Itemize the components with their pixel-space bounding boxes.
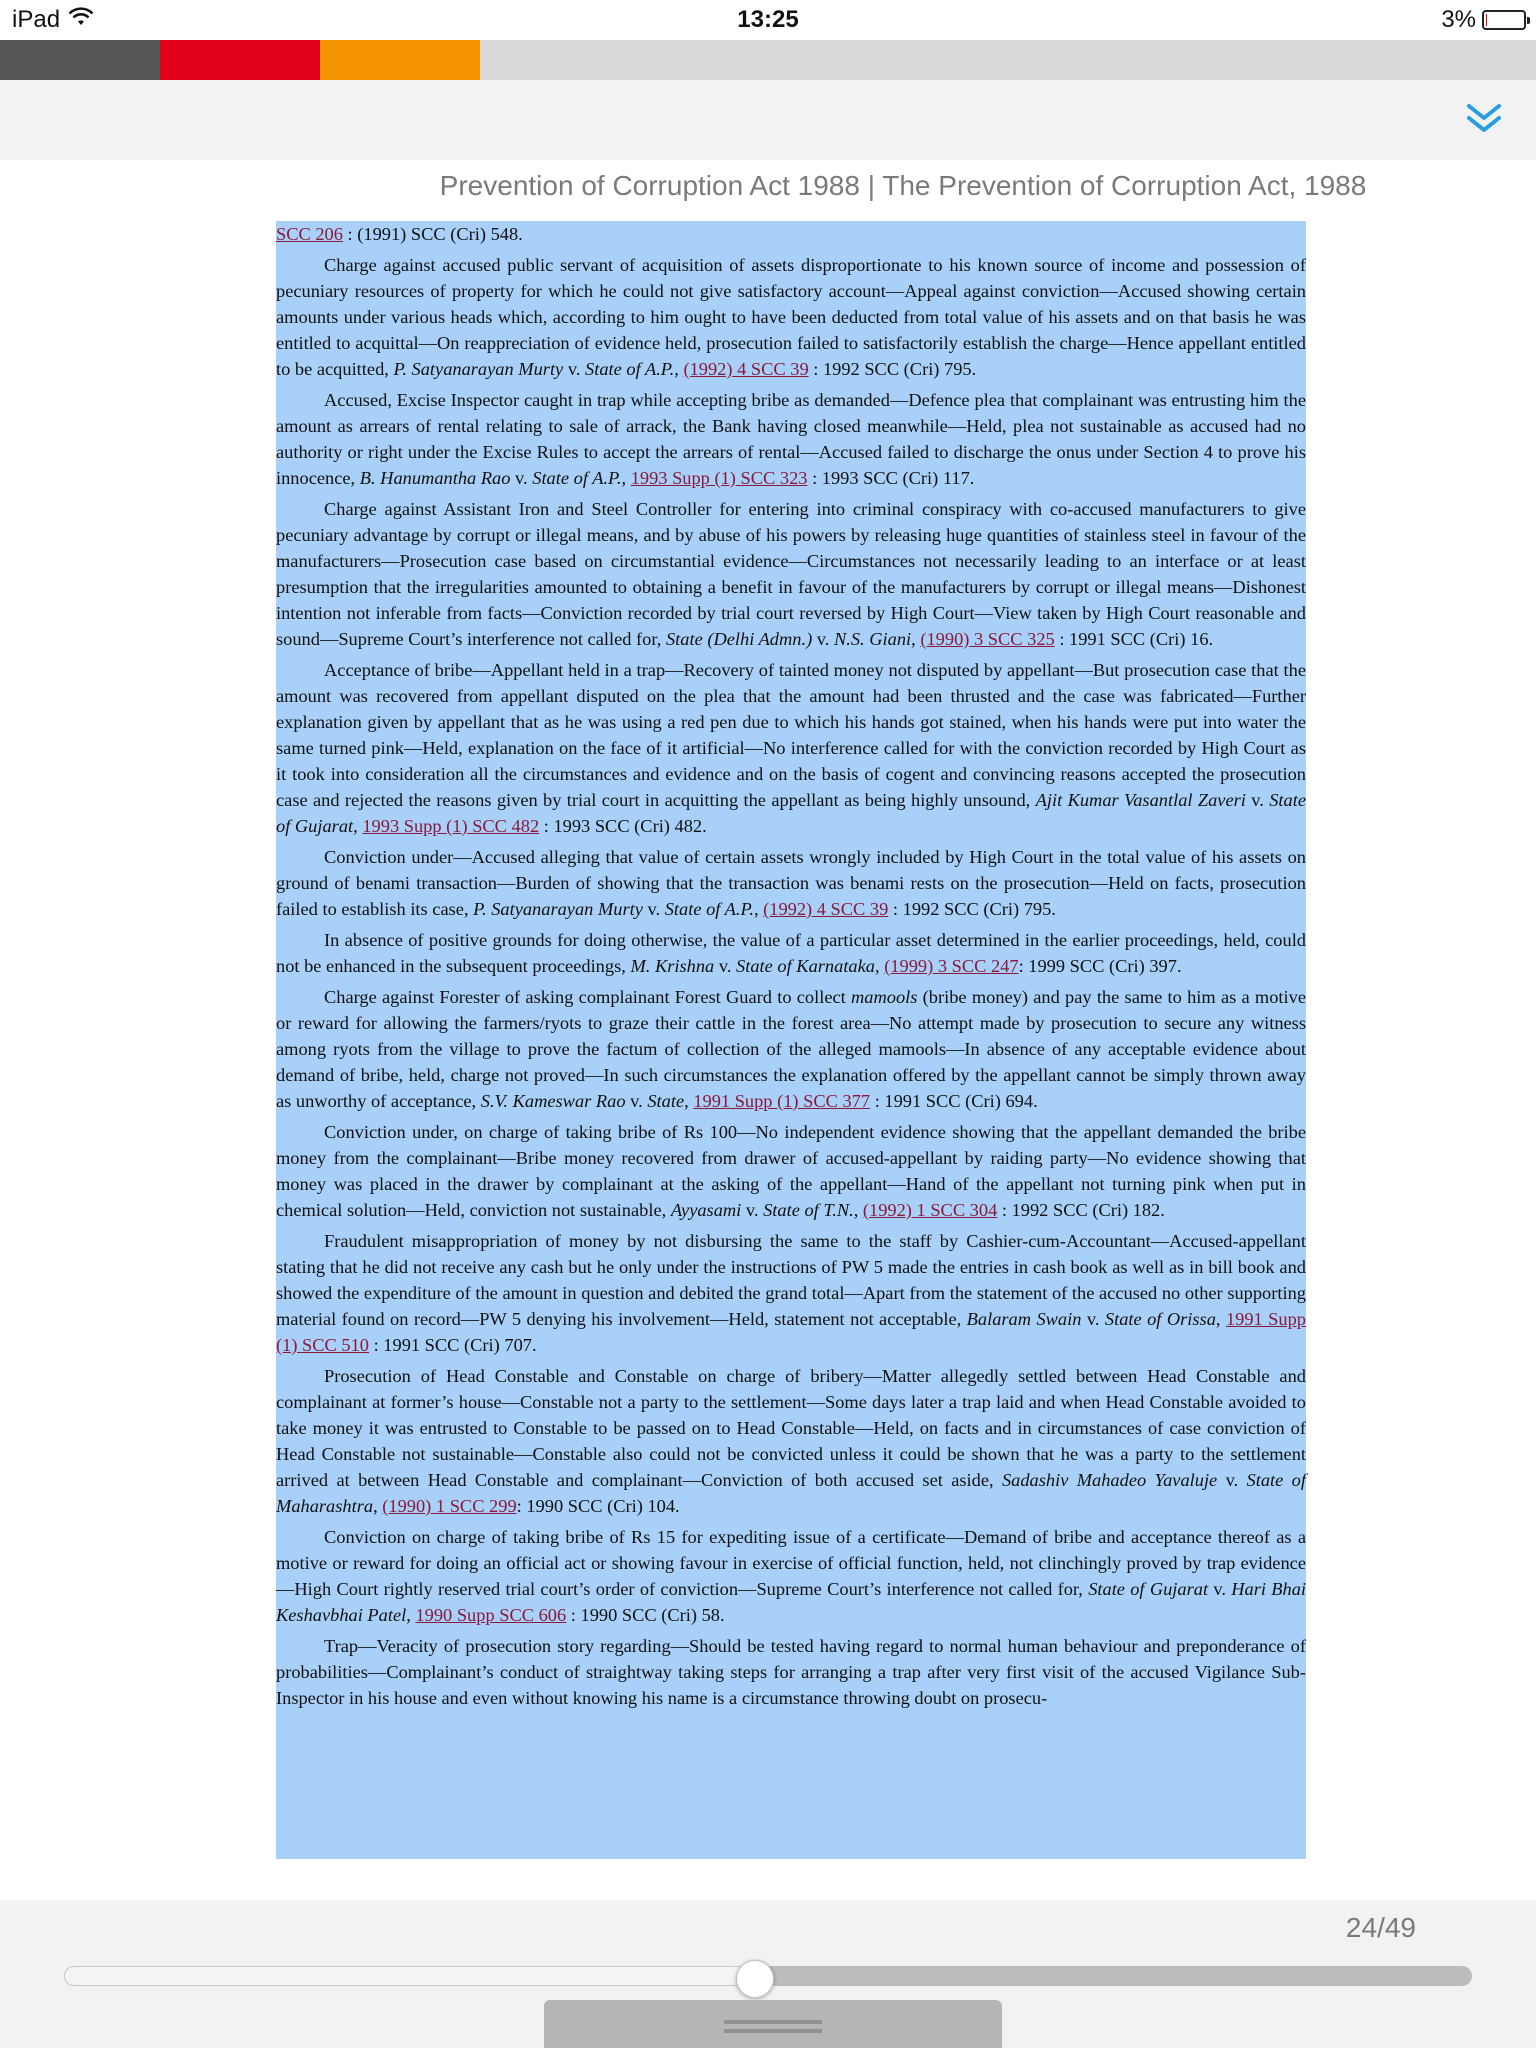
paragraph-text: Conviction on charge of taking bribe of Rs 15 for expediting issue of a certificate—Demand of bribe and acceptance thereof as a motive or reward for doing an official act or showing favour in exercise of official function, held, not clinchingly proved by trap evidence—High Court rightly reserved trial court’s order of conviction—Supreme Court’s interference not called for, <box>276 1527 1306 1599</box>
color-tab-red[interactable] <box>160 40 320 80</box>
paragraph-text: : 1990 SCC (Cri) 104. <box>516 1496 680 1516</box>
paragraph-text: v. <box>642 899 665 919</box>
paragraph-text: : 1992 SCC (Cri) 795. <box>808 359 977 379</box>
case-party-name: State of Karnataka <box>736 956 875 976</box>
paragraph-text: : 1999 SCC (Cri) 397. <box>1018 956 1182 976</box>
paragraph <box>276 927 1306 979</box>
case-party-name: State of Gujarat <box>276 790 1306 836</box>
color-tab-orange[interactable] <box>320 40 480 80</box>
paragraph-text: v. <box>1217 1470 1247 1490</box>
paragraph-text: : 1992 SCC (Cri) 795. <box>888 899 1056 919</box>
grip-icon <box>724 2020 822 2040</box>
paragraph-text: Trap—Veracity of prosecution story regarding—Should be tested having regard to normal human behaviour and preponderance of probabilities—Complainant’s conduct of straightway taking steps for arranging a trap after very first visit of the accused Vigilance Sub-Inspector in his house and even without knowing his name is a circumstance throwing doubt on prosecu- <box>276 1636 1306 1708</box>
paragraph-text: Acceptance of bribe—Appellant held in a trap—Recovery of tainted money not disputed by appellant—But prosecution case that the amount was recovered from appellant disputed on the plea that the amount had been thrusted and the case was fabricated—Further explanation given by appellant that as he was using a red pen due to which his hands got stained, when his hands were put into water the same turned pink—Held, explanation on the face of it artificial—No interference called for with the conviction recorded by High Court as it took into consideration all the circumstances and evidence and on the basis of cogent and convincing reasons accepted the prosecution case and rejected the reasons given by trial court in acquitting the appellant as being highly unsound, <box>276 660 1306 810</box>
case-party-name: B. Hanumantha Rao <box>359 468 511 488</box>
case-party-name: State of A.P. <box>664 899 754 919</box>
case-party-name: Ajit Kumar Vasantlal Zaveri <box>1035 790 1246 810</box>
paragraph-text: : (1991) SCC (Cri) 548. <box>342 224 523 244</box>
paragraph-text: Conviction under—Accused alleging that value of certain assets wrongly included by High Court in the total value of his assets on ground of benami transaction—Burden of showing that the transaction was benami rests on the prosecution—Held on facts, prosecution failed to establish its case, <box>276 847 1306 919</box>
double-chevron-down-icon[interactable] <box>1456 90 1512 146</box>
case-citation-link[interactable]: (1992) 1 SCC 304 <box>862 1200 998 1220</box>
case-citation-link[interactable]: 1993 Supp (1) SCC 323 <box>630 468 808 488</box>
status-time: 13:25 <box>737 6 799 33</box>
color-tab-gray[interactable] <box>0 40 160 80</box>
case-party-name: Sadashiv Mahadeo Yavaluje <box>1001 1470 1218 1490</box>
paragraph-text: , <box>684 1091 694 1111</box>
case-party-name: Balaram Swain <box>966 1309 1082 1329</box>
case-party-name: P. Satyanarayan Murty <box>473 899 643 919</box>
case-citation-link[interactable]: 1993 Supp (1) SCC 482 <box>362 816 540 836</box>
case-party-name: mamools <box>851 987 918 1007</box>
paragraph <box>276 1524 1306 1628</box>
paragraph-text: , <box>1215 1309 1226 1329</box>
document-header: Prevention of Corruption Act 1988 | The Prevention of Corruption Act, 1988 <box>439 170 1367 201</box>
case-party-name: S.V. Kameswar Rao <box>480 1091 626 1111</box>
top-toolbar <box>0 80 1536 160</box>
paragraph-text: Conviction under, on charge of taking bribe of Rs 100—No independent evidence showing that the appellant demanded the bribe money from the complainant—Bribe money recovered from drawer of accused-appellant by raiding party—No evidence showing that money was placed in the drawer by complainant at the asking of the appellant—Hand of the appellant not turning pink when put in chemical solution—Held, conviction not sustainable, <box>276 1122 1306 1220</box>
battery-level <box>1486 14 1487 26</box>
case-party-name: Ayyasami <box>670 1200 742 1220</box>
case-party-name: State of A.P. <box>532 468 622 488</box>
case-party-name: Hari Bhai Keshavbhai Patel <box>276 1579 1307 1625</box>
paragraph-text: Accused, Excise Inspector caught in trap while accepting bribe as demanded—Defence plea that complainant was entrusting him the amount as arrears of rental relating to sale of arrack, the Bank having closed meanwhile—Held, plea not sustainable as accused had no authority or right under the Excise Rules to accept the arrears of rental—Accused failed to discharge the onus under Section 4 to prove his innocence, <box>276 390 1306 488</box>
paragraph-text: : 1993 SCC (Cri) 482. <box>539 816 707 836</box>
case-party-name: State of Orissa <box>1104 1309 1216 1329</box>
paragraph-text: v. <box>812 629 834 649</box>
paragraph-text: (bribe money) and pay the same to him as a motive or reward for allowing the farmers/ryots to graze their cattle in the forest area—No attempt made by prosecution to secure any witness among ryots from the village to prove the factum of collection of the alleged mamools—In absence of any acceptable evidence about demand of bribe, held, charge not proved—In such circumstances the explanation offered by the appellant cannot be simply thrown away as unworthy of acceptance, <box>276 987 1306 1111</box>
paragraph-text: : 1993 SCC (Cri) 117. <box>807 468 975 488</box>
paragraph <box>276 1119 1306 1223</box>
paragraph-text: , <box>621 468 631 488</box>
case-citation-link[interactable]: (1990) 1 SCC 299 <box>382 1496 517 1516</box>
paragraph-text: : 1991 SCC (Cri) 694. <box>870 1091 1038 1111</box>
case-party-name: State of Gujarat <box>1088 1579 1209 1599</box>
page-indicator: 24/49 <box>1345 1912 1416 1943</box>
paragraph-text: : 1992 SCC (Cri) 182. <box>997 1200 1165 1220</box>
battery-percent: 3% <box>1441 6 1476 33</box>
paragraph-text: v. <box>1208 1579 1232 1599</box>
paragraph-text: , <box>373 1496 383 1516</box>
paragraph-text: : 1990 SCC (Cri) 58. <box>566 1605 725 1625</box>
case-citation-link[interactable]: (1992) 4 SCC 39 <box>683 359 809 379</box>
paragraph <box>276 984 1306 1114</box>
paragraph <box>276 221 1306 247</box>
paragraph-text: v. <box>1245 790 1270 810</box>
paragraph <box>276 844 1306 922</box>
paragraph-text: : 1991 SCC (Cri) 707. <box>369 1335 537 1355</box>
paragraph-text: Charge against Forester of asking complainant Forest Guard to collect <box>324 987 852 1007</box>
case-citation-link[interactable]: (1999) 3 SCC 247 <box>884 956 1019 976</box>
paragraph-text: , <box>406 1605 416 1625</box>
paragraph-text: v. <box>714 956 737 976</box>
highlighted-text-block[interactable] <box>276 221 1306 1859</box>
paragraph-text: , <box>911 629 921 649</box>
page-slider-progress <box>64 1966 754 1986</box>
case-citation-link[interactable]: (1992) 4 SCC 39 <box>763 899 889 919</box>
case-citation-link[interactable]: (1990) 3 SCC 325 <box>920 629 1055 649</box>
paragraph <box>276 657 1306 839</box>
device-name: iPad <box>12 6 61 33</box>
paragraph-text: Fraudulent misappropriation of money by not disbursing the same to the staff by Cashier-cum-Accountant—Accused-appellant stating that he did not receive any cash but he only under the instructions of PW 5 made the entries in cash book as well as in bill book and showed the expenditure of the amount in question and debited the grand total—Apart from the statement of the accused no other supporting material found on record—PW 5 denying his involvement—Held, statement not acceptable, <box>276 1231 1306 1329</box>
paragraph-text: Charge against accused public servant of acquisition of assets disproportionate to his known source of income and possession of pecuniary resources of property for which he could not give satisfactory account—Appeal against conviction—Accused showing certain amounts under various heads which, according to him ought to have been deducted from total value of his assets and on that basis he was entitled to acquittal—On reappreciation of evidence held, prosecution failed to satisfactorily establish the charge—Hence appellant entitled to be acquitted, <box>276 255 1306 379</box>
status-right <box>1441 6 1526 34</box>
paragraph-text: Charge against Assistant Iron and Steel Controller for entering into criminal conspiracy with co-accused manufacturers to give pecuniary advantage by corrupt or illegal means, and by abuse of his powers by releasing huge quantities of stainless steel in favour of the manufacturers—Prosecution case based on circumstantial evidence—Circumstances not necessarily leading to an interface or at least presumption that the irregularities amounted to obtaining a benefit in favour of the manufacturers by corrupt or illegal means—Dishonest intention not inferable from facts—Conviction recorded by trial court reversed by High Court—View taken by High Court reasonable and sound—Supreme Court’s interference not called for, <box>276 499 1306 649</box>
paragraph-text: , <box>853 1200 863 1220</box>
case-citation-link[interactable]: 1991 Supp (1) SCC 377 <box>693 1091 871 1111</box>
paragraph <box>276 387 1306 491</box>
paragraph <box>276 1363 1306 1519</box>
paragraph-text: Prosecution of Head Constable and Constable on charge of bribery—Matter allegedly settled between Head Constable and complainant at former’s house—Constable not a party to the settlement—Some days later a trap laid and when Head Constable avoided to take money it was entrusted to Constable to be passed on to Head Constable—Held, on facts and in circumstances of case conviction of Head Constable not sustainable—Constable also could not be convicted unless it could be shown that he was a party to the settlement arrived at between Head Constable and complainant—Conviction of both accused set aside, <box>276 1366 1306 1490</box>
paragraph <box>276 252 1306 382</box>
paragraph <box>276 1633 1306 1711</box>
paragraph-text: , <box>874 956 885 976</box>
status-bar <box>0 0 1536 40</box>
paragraph-text: , <box>353 816 363 836</box>
paragraph-text: , <box>674 359 684 379</box>
case-citation-link[interactable]: 1990 Supp SCC 606 <box>415 1605 567 1625</box>
color-tab-bar <box>0 40 1536 80</box>
case-citation-link[interactable]: 1991 Supp (1) SCC 510 <box>276 1309 1306 1355</box>
paragraph-text: , <box>753 899 764 919</box>
paragraph-text: v. <box>510 468 533 488</box>
page-slider-thumb[interactable] <box>736 1960 774 1998</box>
paragraph-text: v. <box>741 1200 764 1220</box>
paragraph-text: : 1991 SCC (Cri) 16. <box>1054 629 1214 649</box>
case-party-name: State <box>647 1091 685 1111</box>
case-party-name: State of T.N. <box>763 1200 854 1220</box>
case-party-name: State of A.P. <box>585 359 675 379</box>
drawer-handle[interactable] <box>544 2000 1002 2048</box>
case-party-name: M. Krishna <box>630 956 715 976</box>
battery-icon <box>1482 10 1526 30</box>
case-party-name: State (Delhi Admn.) <box>665 629 813 649</box>
bottom-bar <box>0 1900 1536 2048</box>
paragraph-text: v. <box>1081 1309 1105 1329</box>
paragraph-text: v. <box>625 1091 648 1111</box>
document-page <box>0 160 1536 1900</box>
case-citation-link[interactable]: SCC 206 <box>276 224 343 244</box>
case-party-name: State of Maharashtra <box>276 1470 1306 1516</box>
case-party-name: N.S. Giani <box>834 629 912 649</box>
case-party-name: P. Satyanarayan Murty <box>393 359 564 379</box>
paragraph-text: v. <box>563 359 586 379</box>
paragraph-text: In absence of positive grounds for doing otherwise, the value of a particular asset determined in the earlier proceedings, held, could not be enhanced in the subsequent proceedings, <box>276 930 1306 976</box>
paragraph <box>276 1228 1306 1358</box>
paragraph <box>276 496 1306 652</box>
